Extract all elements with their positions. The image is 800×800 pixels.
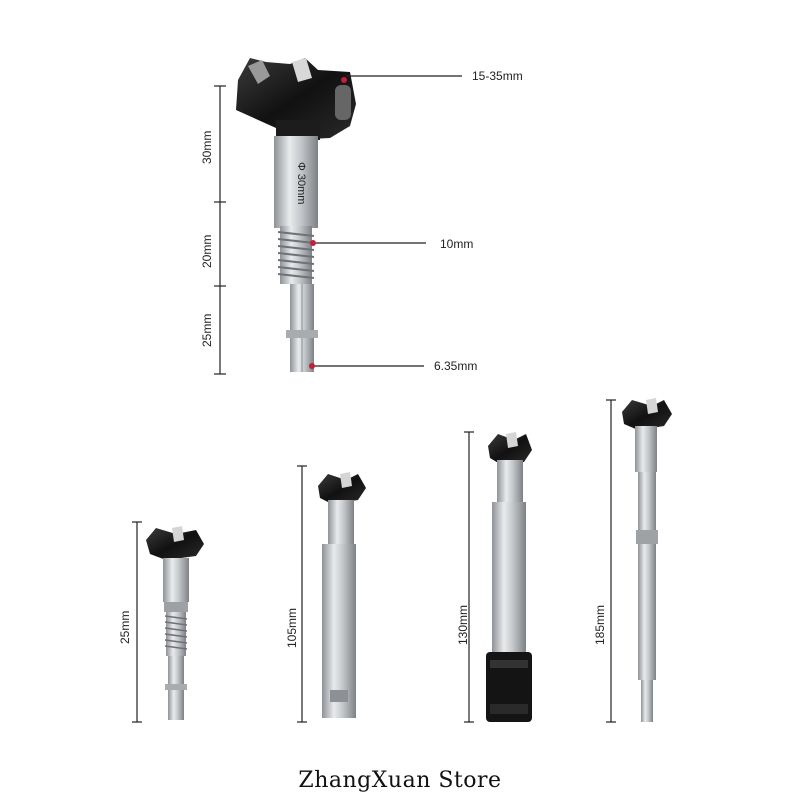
socket-adapter <box>486 652 532 722</box>
variant-bit-130mm <box>456 432 532 722</box>
variant-length-label: 105mm <box>285 607 299 648</box>
shank-diameter-label: Φ 30mm <box>295 162 307 205</box>
head-size-label: 15-35mm <box>472 69 523 83</box>
main-dimension-line <box>214 86 226 374</box>
segment-top-label: 30mm <box>200 130 214 164</box>
variant-length-label: 25mm <box>118 610 132 644</box>
hex-size-label: 6.35mm <box>434 359 478 373</box>
main-thread <box>278 226 316 284</box>
segment-mid-label: 20mm <box>200 234 214 268</box>
thread-size-label: 10mm <box>440 237 474 251</box>
segment-bottom-label: 25mm <box>200 313 214 347</box>
variant-bit-185mm <box>593 398 672 722</box>
main-bit <box>200 58 523 374</box>
main-hex-shank <box>286 284 318 372</box>
variant-bit-105mm <box>285 466 366 722</box>
variant-bit-25mm <box>118 522 204 722</box>
store-watermark: ZhangXuan Store <box>298 768 502 793</box>
head-marker-dot <box>341 77 347 83</box>
main-cutter-head <box>236 58 356 140</box>
variant-length-label: 130mm <box>456 604 470 645</box>
variant-length-label: 185mm <box>593 604 607 645</box>
